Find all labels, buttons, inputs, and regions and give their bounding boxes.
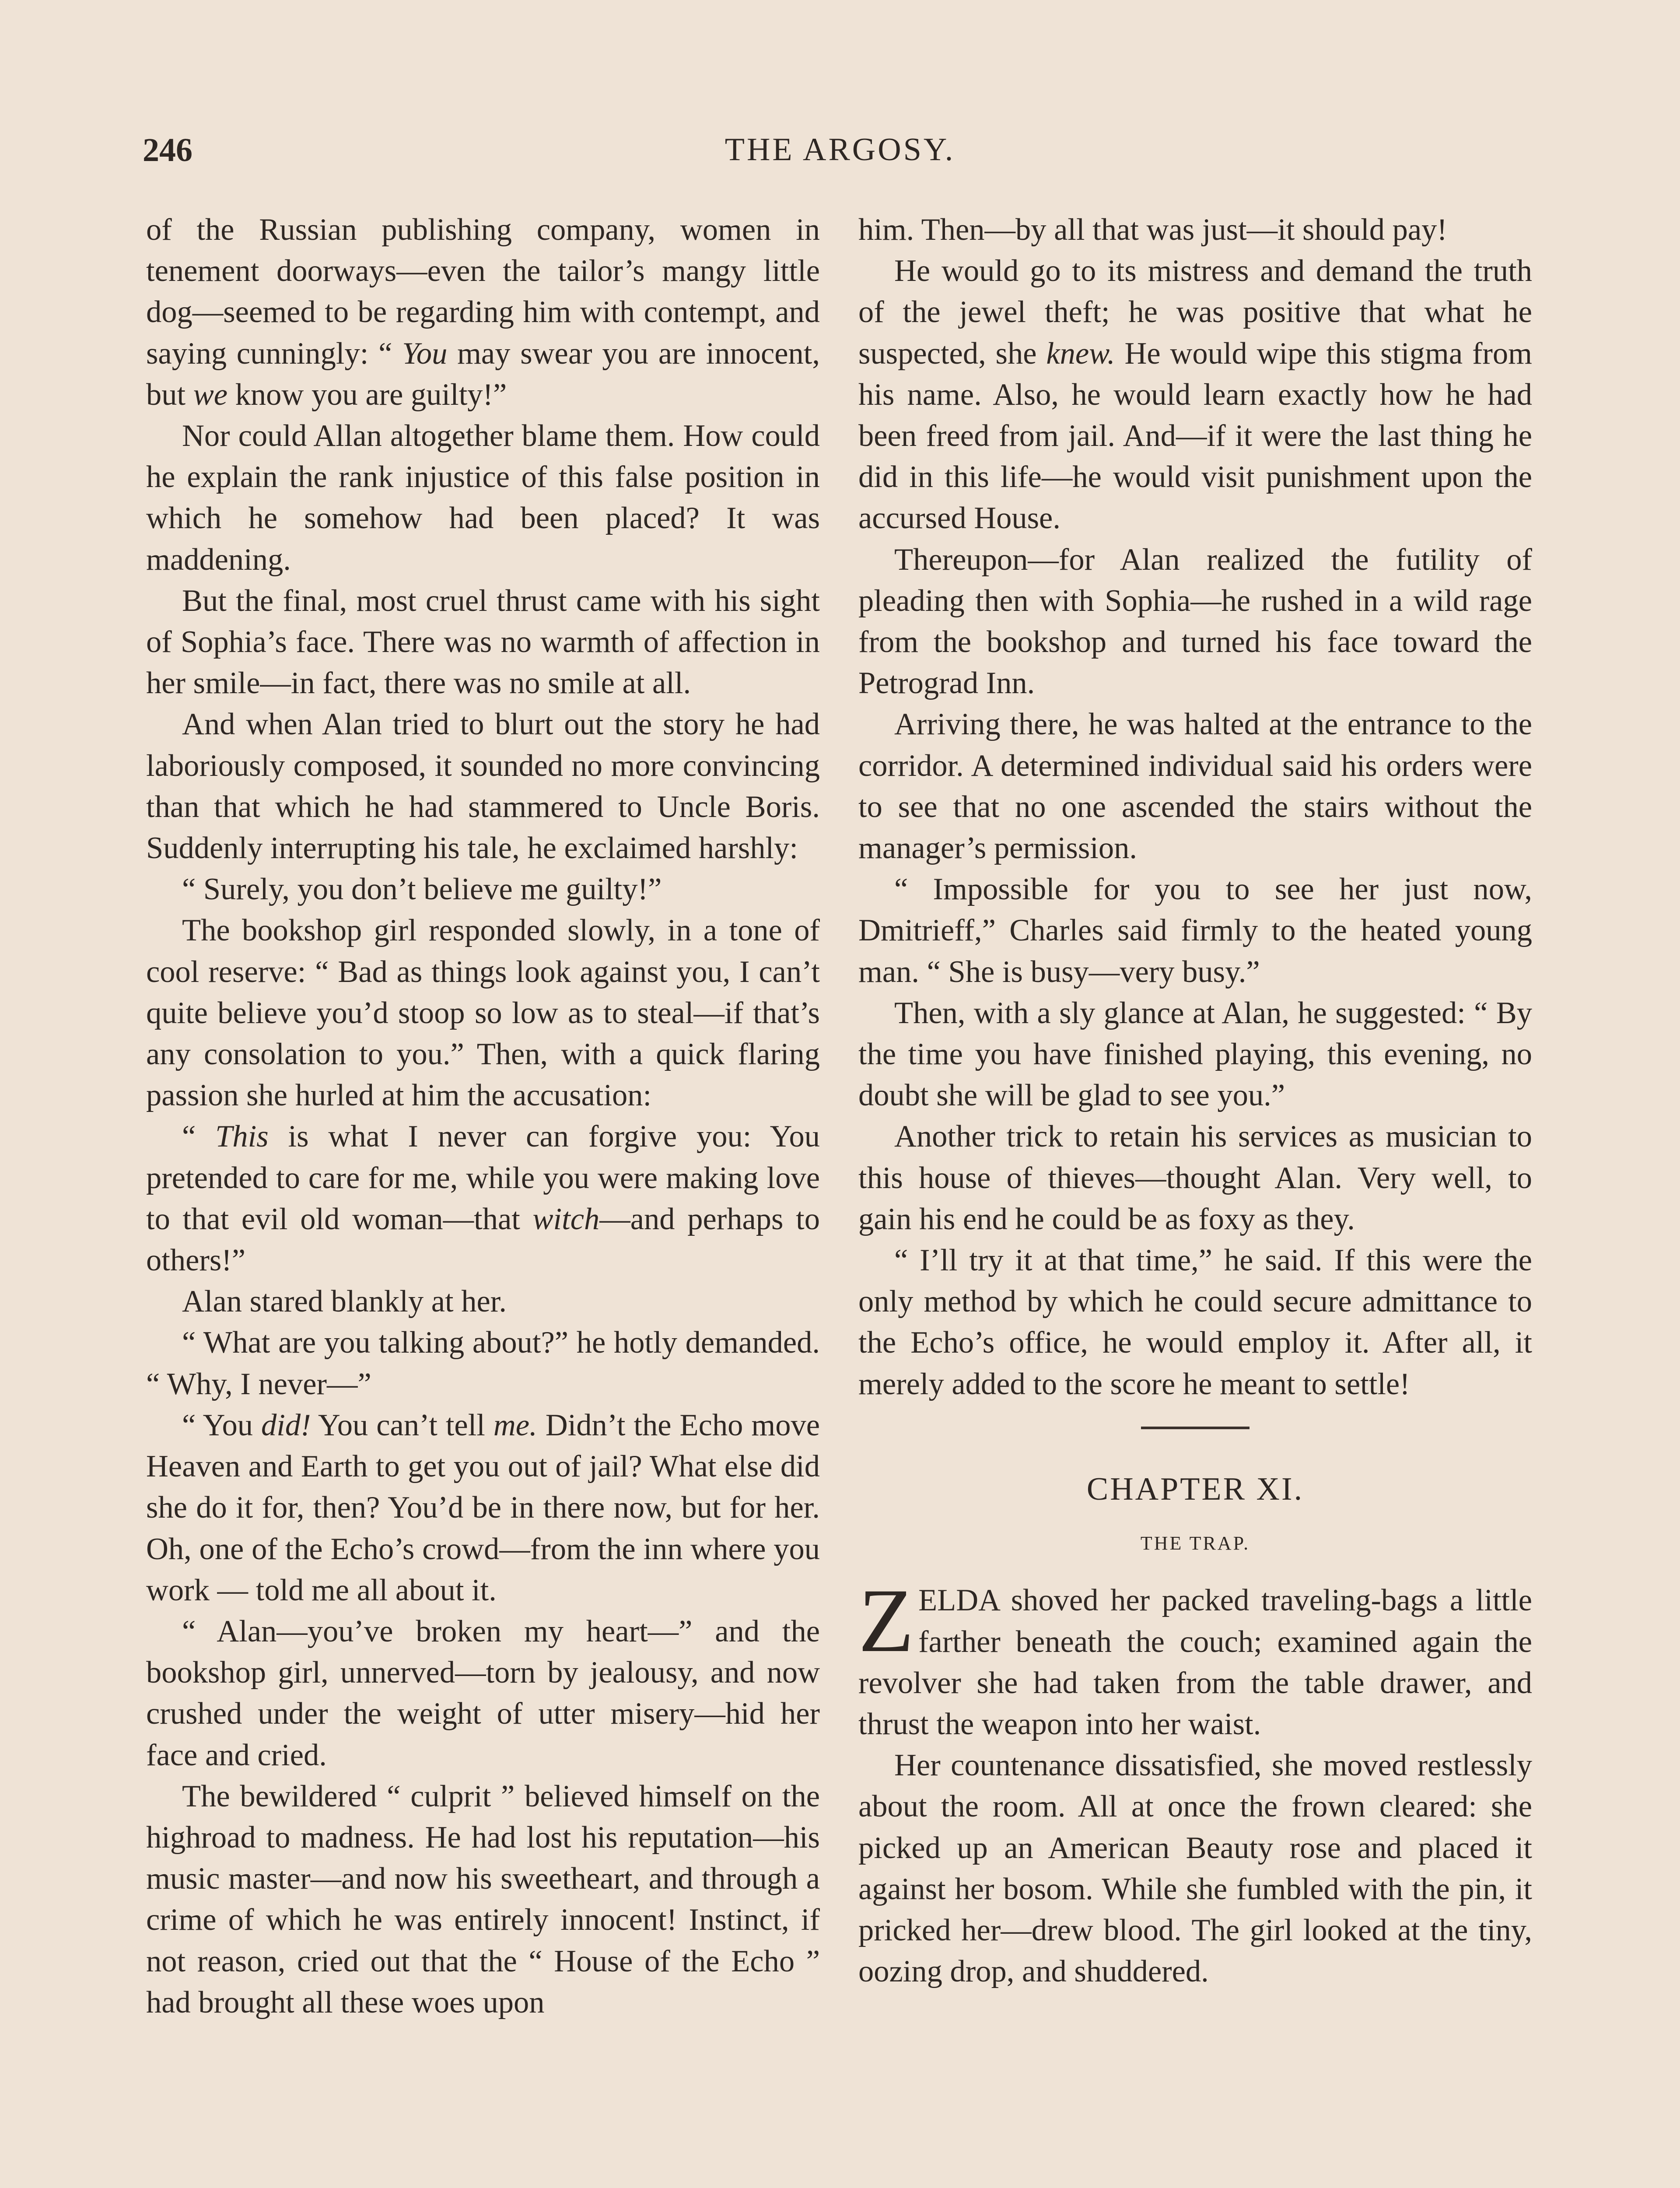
paragraph: But the final, most cruel thrust came with his sight of Sophia’s face. There was no warmth of affection in her smile—in fact, there was no smile at all. (146, 583, 820, 701)
paragraph: “ What are you talking about?” he hotly demanded. “ Why, I never—” (146, 1325, 820, 1401)
paragraph: The bewildered “ culprit ” believed himself on the highroad to madness. He had lost his reputation—his music master—and now his sweetheart, and through a crime of which he was entirely innocent! Instinct, if not reason, cried out that the “ House of the Echo ” had brought all these woes upon (146, 1779, 820, 2020)
chapter-title: CHAPTER XI. (1086, 1471, 1304, 1507)
emphasis: me. (493, 1408, 537, 1442)
section-divider (1141, 1427, 1250, 1429)
paragraph: Her countenance dissatisfied, she moved restlessly about the room. All at once the frown cleared: she picked up an American Beauty rose and placed it against her bosom. While she fumbled with the pin, it pricked her—drew blood. The girl looked at the tiny, oozing drop, and shuddered. (858, 1748, 1532, 1989)
paragraph: And when Alan tried to blurt out the story he had laboriously composed, it sounded no more convincing than that which he had stammered to Uncle Boris. Suddenly interrupting his tale, he exclaimed harshly: (146, 707, 820, 866)
paragraph: He would go to its mistress and demand the truth of the jewel theft; he was positive that what he suspected, she knew. He would wipe this stigma from his name. Also, he would learn exactly how he had been freed from jail. And—if it were the last thing he did in this life—he would visit punishment upon the accursed House. (858, 254, 1532, 536)
paragraph: him. Then—by all that was just—it should pay! (858, 213, 1447, 247)
paragraph: “ Impossible for you to see her just now, Dmitrieff,” Charles said firmly to the heated young man. “ She is busy—very busy.” (858, 872, 1532, 989)
emphasis: This (215, 1119, 269, 1154)
paragraph: “ This is what I never can forgive you: You pretended to care for me, while you were making love to that evil old woman—that witch—and perhaps to others!” (146, 1119, 820, 1278)
paragraph: “ I’ll try it at that time,” he said. If this were the only method by which he could secure admittance to the Echo’s office, he would employ it. After all, it merely added to the score he meant to settle! (858, 1243, 1532, 1401)
paragraph: Another trick to retain his services as musician to this house of thieves—thought Alan. Very well, to gain his end he could be as foxy as they. (858, 1119, 1532, 1236)
drop-cap: Z (858, 1570, 914, 1671)
paragraph: “ Surely, you don’t believe me guilty!” (182, 872, 662, 907)
paragraph: Alan stared blankly at her. (182, 1284, 507, 1319)
page-number: 246 (143, 132, 192, 168)
chapter-opening-paragraph (858, 1570, 1532, 1745)
left-column (146, 209, 820, 2023)
paragraph: Arriving there, he was halted at the entrance to the corridor. A determined individual said his orders were to see that no one ascended the stairs without the manager’s permission. (858, 707, 1532, 866)
paragraph: “ Alan—you’ve broken my heart—” and the bookshop girl, unnerved—torn by jealousy, and now crushed under the weight of utter misery—hid her face and cried. (146, 1614, 820, 1772)
paragraph: The bookshop girl responded slowly, in a tone of cool reserve: “ Bad as things look against you, I can’t quite believe you’d stoop so low as to steal—if that’s any consolation to you.” Then, with a quick flaring passion she hurled at him the accusation: (146, 913, 820, 1113)
emphasis: did! (261, 1408, 311, 1442)
right-column (858, 209, 1532, 1992)
paragraph: Then, with a sly glance at Alan, he suggested: “ By the time you have finished playing, this evening, no doubt she will be glad to see you.” (858, 996, 1532, 1113)
emphasis: witch (532, 1202, 600, 1236)
emphasis: we (193, 377, 228, 412)
running-title: THE ARGOSY. (724, 132, 956, 168)
paragraph: “ You did! You can’t tell me. Didn’t the Echo move Heaven and Earth to get you out of jail? What else did she do it for, then? You’d be in there now, but for her. Oh, one of the Echo’s crowd—from the inn where you work — told me all about it. (146, 1408, 820, 1607)
paragraph: of the Russian publishing company, women in tenement doorways—even the tailor’s mangy little dog—seemed to be regarding him with contempt, and saying cunningly: “ You may swear you are innocent, but we know you are guilty!” (146, 213, 820, 412)
chapter-subtitle: THE TRAP. (1140, 1532, 1250, 1554)
right-column-text (858, 209, 1532, 1405)
paragraph: Nor could Allan altogether blame them. How could he explain the rank injustice of this false position in which he somehow had been placed? It was maddening. (146, 419, 820, 577)
opening-text: ELDA shoved her packed traveling-bags a little farther beneath the couch; examined again the revolver she had taken from the table drawer, and thrust the weapon into her waist. (858, 1583, 1532, 1741)
chapter-text (858, 1745, 1532, 1992)
emphasis: knew. (1046, 336, 1115, 371)
paragraph: Thereupon—for Alan realized the futility of pleading then with Sophia—he rushed in a wild rage from the bookshop and turned his face toward the Petrograd Inn. (858, 542, 1532, 701)
emphasis: You (402, 336, 448, 371)
